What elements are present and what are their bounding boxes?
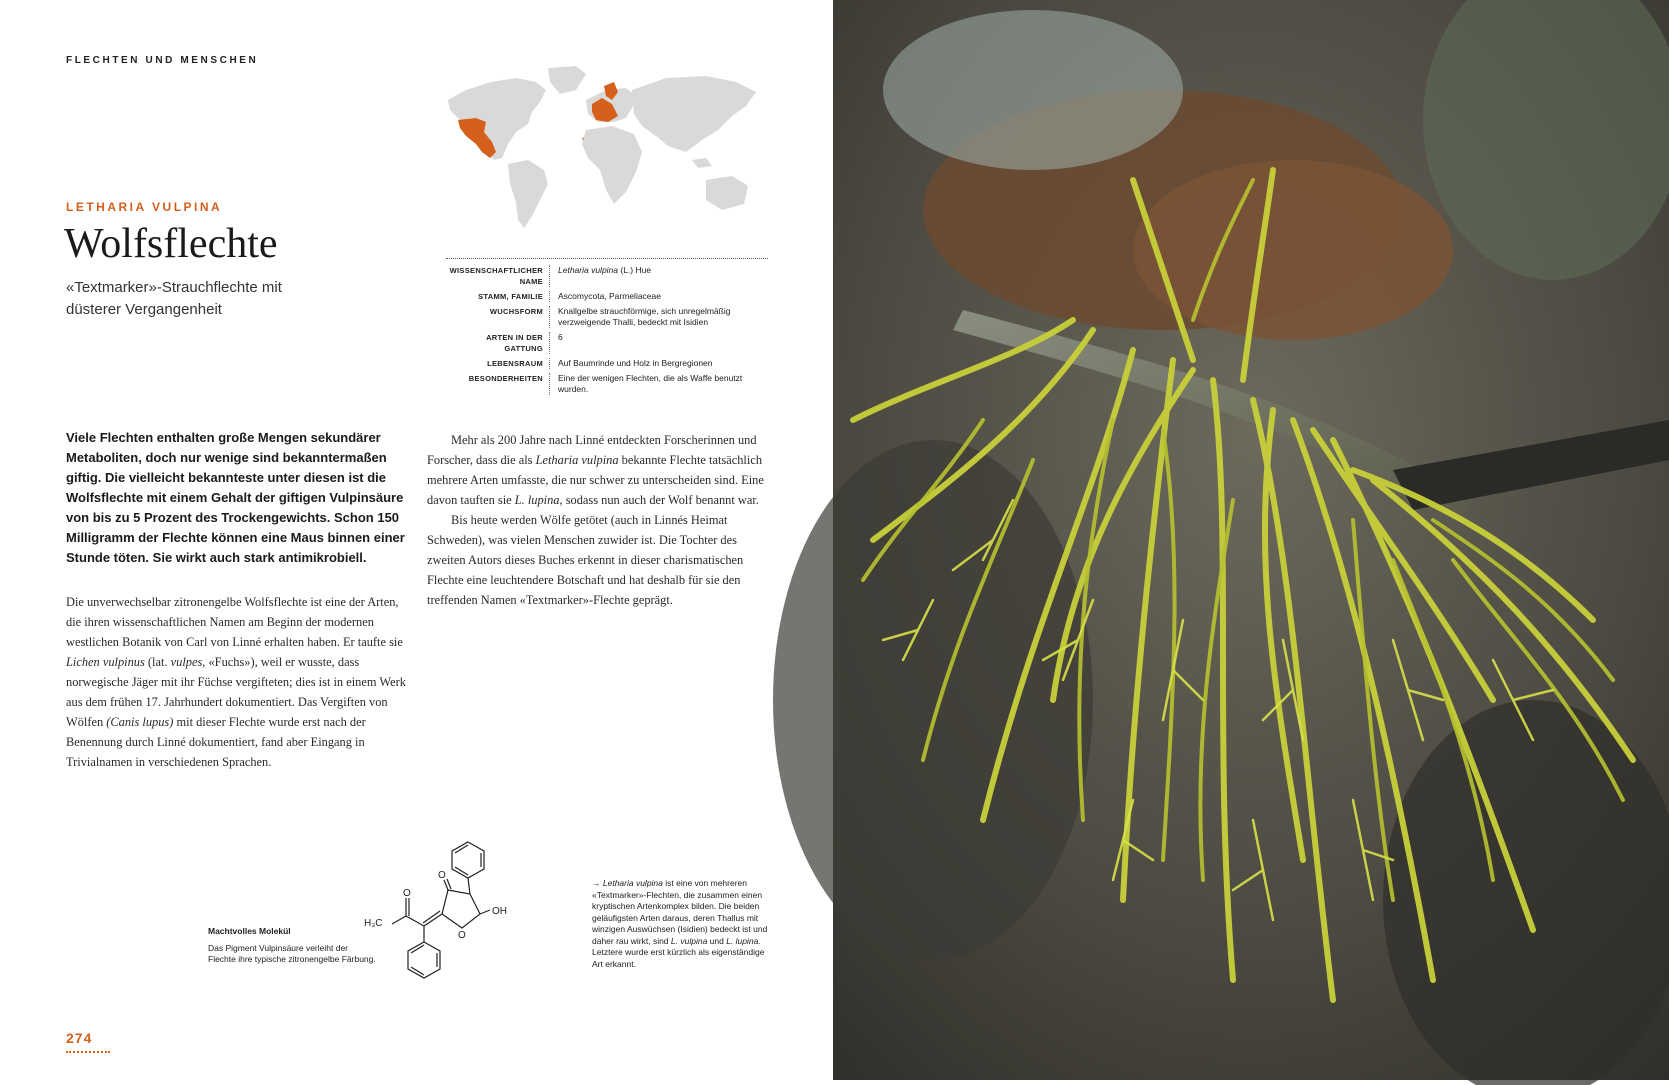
page-number: 274 <box>66 1030 93 1046</box>
species-latin-name: LETHARIA VULPINA <box>66 200 223 214</box>
page-number-dots <box>66 1051 110 1053</box>
molecule-caption <box>208 926 378 965</box>
body-column-right <box>427 430 767 610</box>
arrow-right-icon: → <box>592 878 601 888</box>
vulpinic-acid-structure <box>364 832 544 992</box>
fact-value: 6 <box>558 332 563 342</box>
fact-label: WUCHSFORM <box>446 306 550 328</box>
body-column-left <box>66 592 406 772</box>
lead-paragraph: Viele Flechten enthalten große Mengen sekundärer Metaboliten, doch nur wenige sind bekanntermaßen giftig. Die vielleicht bekannteste unter diesen ist die Wolfsflechte mit einem Gehalt der giftigen Vulpinsäure von bis zu 5 Prozent des Trockengewichts. Schon 150 Milligramm der Flechte können eine Maus binnen einer Stunde töten. Sie wirkt auch stark antimikrobiell. <box>66 430 405 565</box>
fact-label: BESONDERHEITEN <box>446 373 550 395</box>
body-paragraph: Bis heute werden Wölfe getötet (auch in Linnés Heimat Schweden), was vielen Menschen zuwider ist. Die Tochter des zweiten Autors dieses Buches erkennt in dieser charismatischen Flechte eine leuchtendere Botschaft und hat deshalb für sie den treffenden Namen «Textmarker»-Flechte geprägt. <box>427 513 744 607</box>
molecule-caption-text: Das Pigment Vulpinsäure verleiht der Flechte ihre typische zitronengelbe Färbung. <box>208 943 376 964</box>
lichen-photo <box>833 0 1669 1080</box>
left-page <box>0 0 833 1080</box>
label-o-ring: O <box>458 930 466 941</box>
fact-table <box>446 258 768 399</box>
fact-label: ARTEN IN DER GATTUNG <box>446 332 550 354</box>
fact-row <box>446 306 768 328</box>
map-greenland <box>548 66 586 94</box>
fact-row <box>446 332 768 354</box>
fact-row <box>446 358 768 369</box>
map-australia <box>706 176 748 210</box>
fact-label: WISSENSCHAFTLICHER NAME <box>446 265 550 287</box>
distribution-map <box>436 60 766 235</box>
molecule-caption-title: Machtvolles Molekül <box>208 926 291 936</box>
fact-row <box>446 373 768 395</box>
photo-caption: → Letharia vulpina ist eine von mehreren «Textmarker»-Flechten, die zusammen einen kryptischen Artenkomplex bilden. Die beiden geläufigsten Arten daraus, deren Thallus mit winzigen Auswüchsen (Isidien) bedeckt ist und daher rau wirkt, sind L. vulpina und L. lupina. Letztere wurde erst kürzlich als eigenständige Art erkannt. <box>592 878 768 969</box>
lichen-photo-illustration <box>833 0 1669 1080</box>
label-oh: OH <box>492 906 507 917</box>
fact-row <box>446 291 768 302</box>
fact-row <box>446 265 768 287</box>
map-islands <box>692 158 712 168</box>
fact-value: Ascomycota, Parmeliaceae <box>558 291 661 301</box>
fact-value: Knallgelbe strauchförmige, sich unregelmäßig verzweigende Thalli, bedeckt mit Isidien <box>558 306 731 327</box>
page-title: Wolfsflechte <box>64 221 278 267</box>
running-head: FLECHTEN UND MENSCHEN <box>66 55 259 66</box>
fact-value: Eine der wenigen Flechten, die als Waffe benutzt wurden. <box>558 373 743 394</box>
map-north-america <box>448 78 546 160</box>
fact-value: Letharia vulpina (L.) Hue <box>558 265 652 275</box>
fact-value: Auf Baumrinde und Holz in Bergregionen <box>558 358 713 368</box>
map-south-america <box>508 160 548 228</box>
label-o-ketone: O <box>438 870 446 881</box>
label-o-ester: O <box>403 888 411 899</box>
map-asia <box>632 76 756 152</box>
label-ch3: H₃C <box>364 918 383 929</box>
fact-label: STAMM, FAMILIE <box>446 291 550 302</box>
body-paragraph: Mehr als 200 Jahre nach Linné entdeckten Forscherinnen und Forscher, dass die als Letharia vulpina bekannte Flechte tatsächlich mehrere Arten umfasste, die nur schwer zu unterscheiden sind. Eine davon tauften sie L. lupina, sodass nun auch der Wolf benannt war. <box>427 433 764 507</box>
body-paragraph: Die unverwechselbar zitronengelbe Wolfsflechte ist eine der Arten, die ihren wissenschaftlichen Namen am Beginn der modernen westlichen Botanik von Carl von Linné erhalten haben. Er taufte sie Lichen vulpinus (lat. vulpes, «Fuchs»), weil er wusste, dass norwegische Jäger mit ihr Füchse vergifteten; dies ist in einem Werk aus dem frühen 17. Jahrhundert dokumentiert. Das Vergiften von Wölfen (Canis lupus) mit dieser Flechte wurde erst nach der Benennung durch Linné dokumentiert, fand aber Eingang in Trivialnamen in verschiedenen Sprachen. <box>66 595 406 769</box>
map-africa <box>582 126 642 204</box>
fact-label: LEBENSRAUM <box>446 358 550 369</box>
subtitle: «Textmarker»-Strauchflechte mit düsterer Vergangenheit <box>66 279 282 318</box>
